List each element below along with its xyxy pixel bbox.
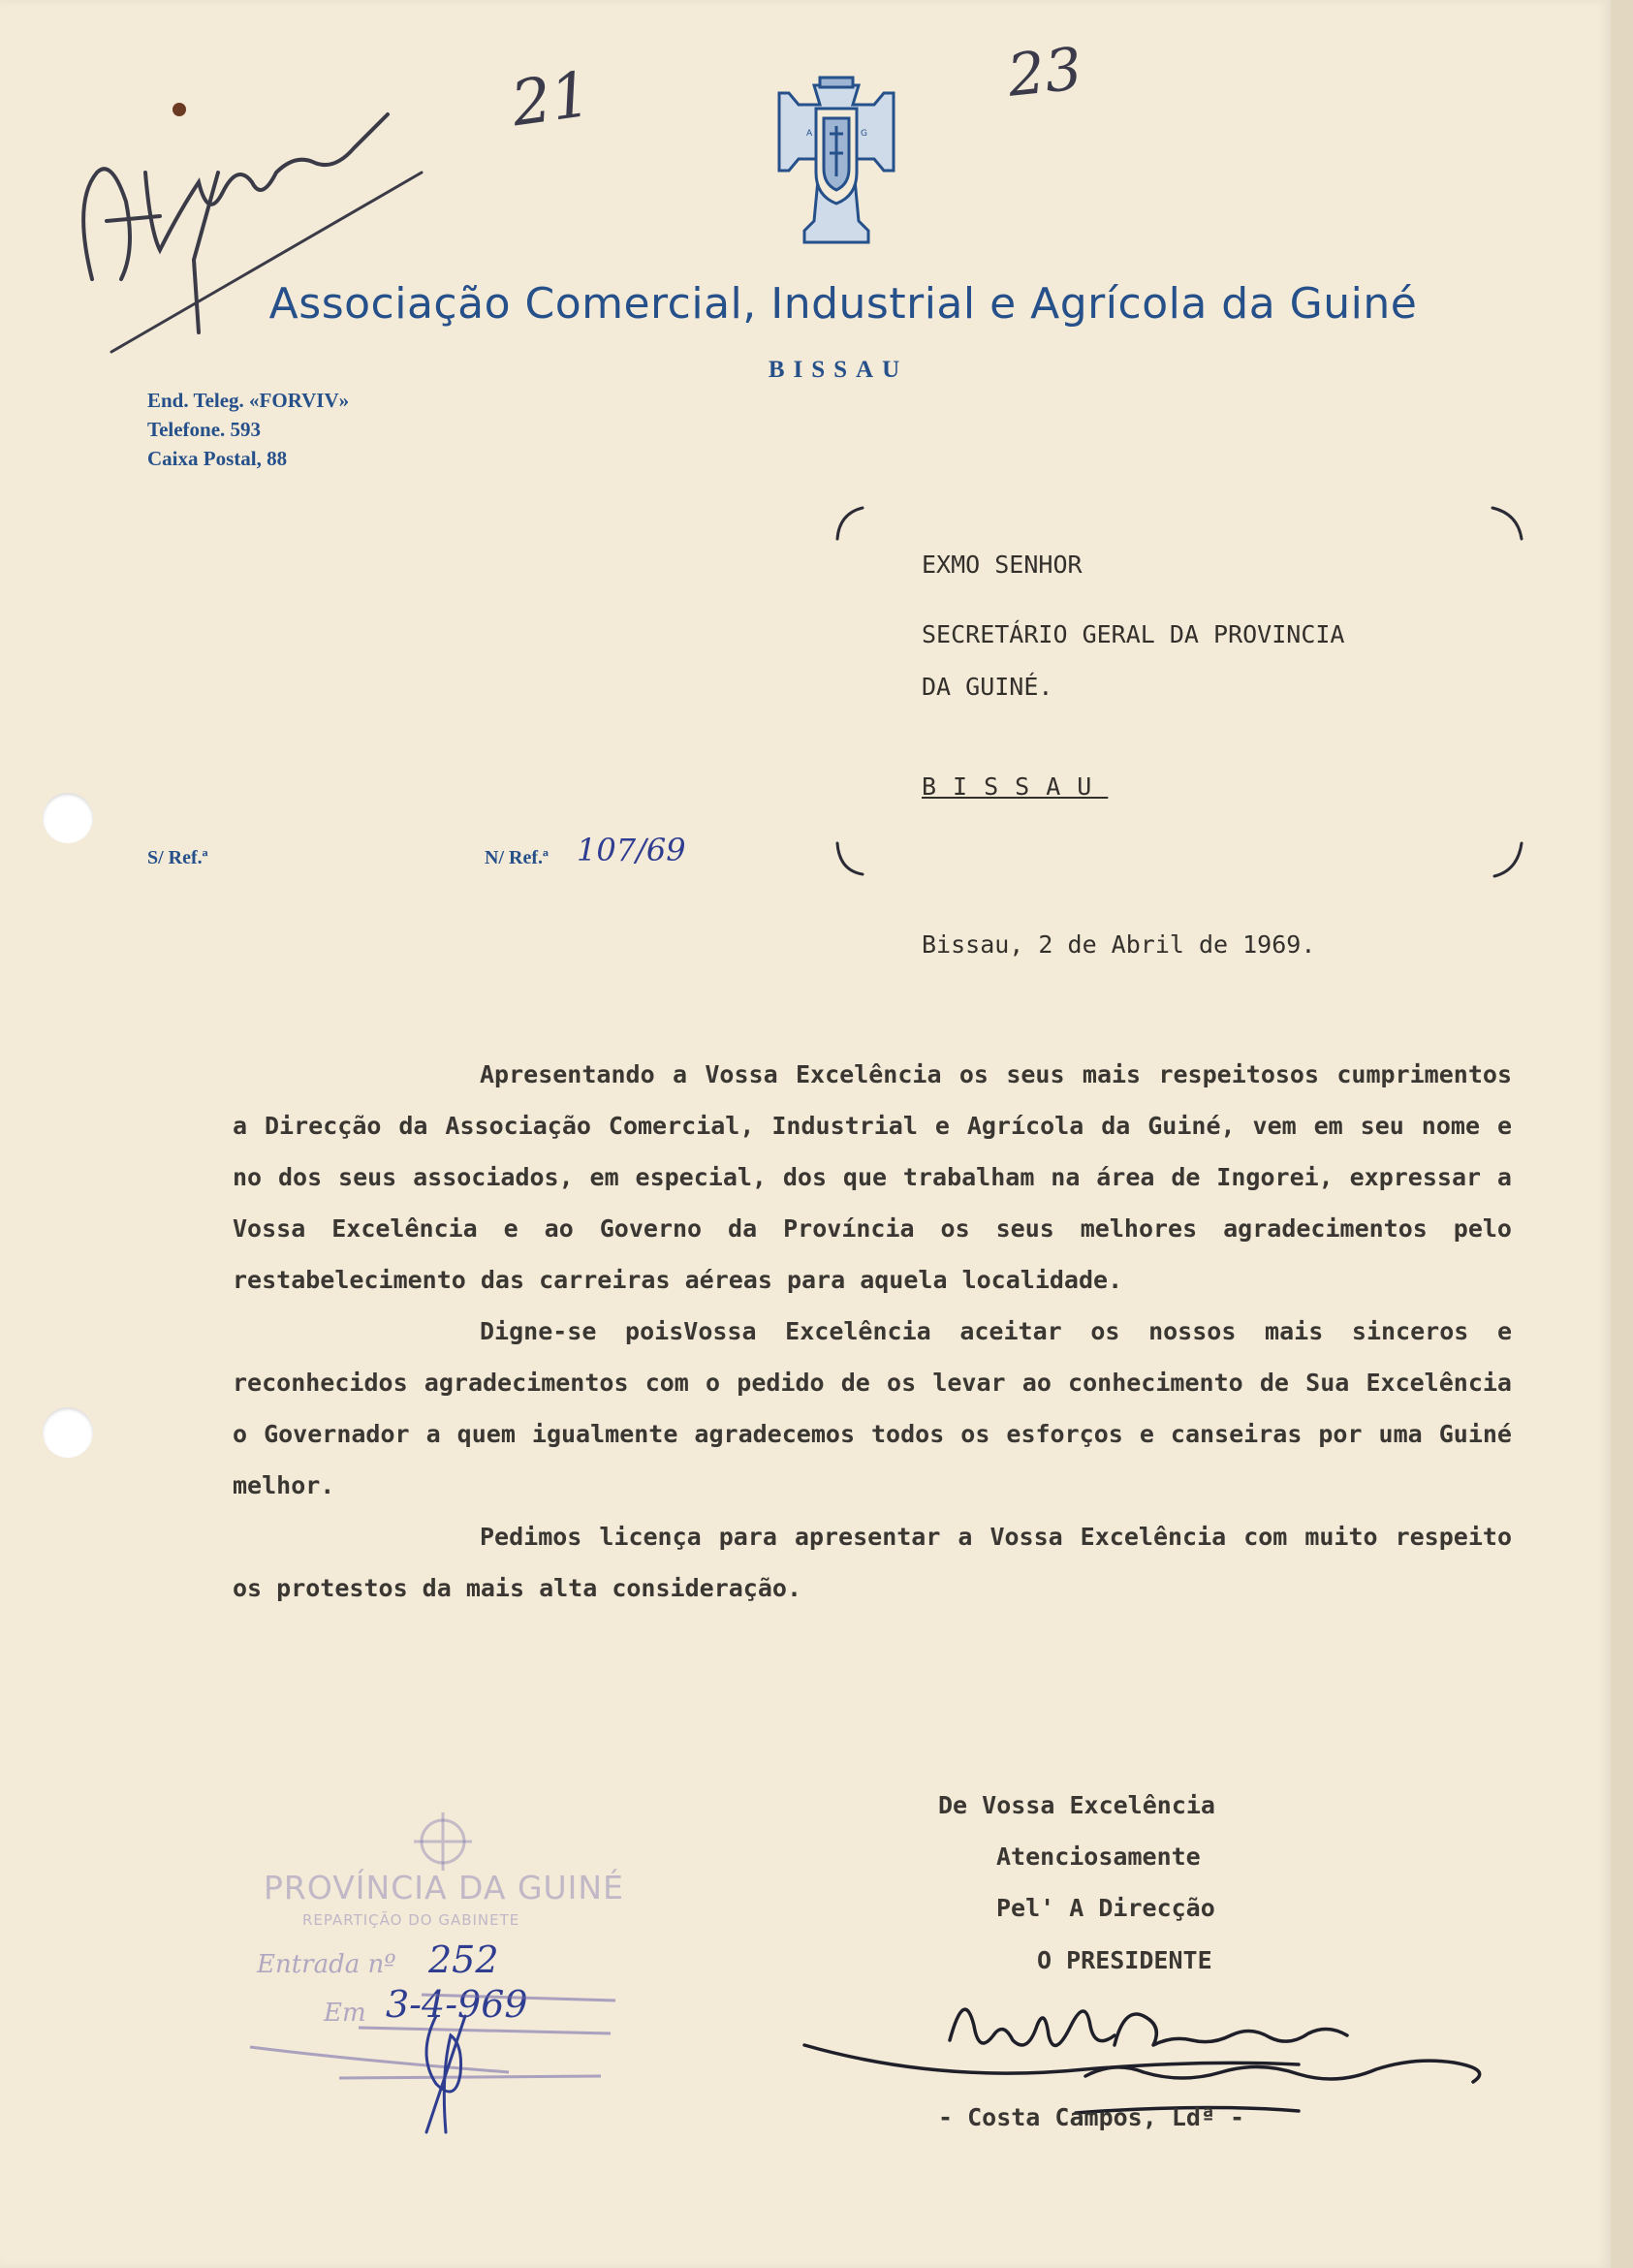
addressee-line-3: DA GUINÉ. [922,673,1053,701]
stamp-date-value: 3-4-969 [386,1983,528,2026]
annotation-number-21: 21 [507,58,596,142]
closing-line-4: O PRESIDENTE [1037,1946,1212,1974]
organization-name: Associação Comercial, Industrial e Agrícola da Guiné [268,279,1418,329]
stamp-subtitle: REPARTIÇÃO DO GABINETE [302,1911,520,1929]
contact-block [147,386,349,473]
po-box: Caixa Postal, 88 [147,447,288,470]
annotation-number-23: 23 [1004,35,1085,110]
addressee-line-1: EXMO SENHOR [922,551,1083,579]
letter-body [233,1049,1512,1614]
our-ref-label: N/ Ref.ª [485,847,549,868]
stamp-entrada-label: Entrada nº [257,1950,396,1979]
punch-hole-bottom [43,1407,93,1458]
phone-number: Telefone. 593 [147,418,262,441]
our-ref-value: 107/69 [577,832,686,868]
body-paragraph-3: Pedimos licença para apresentar a Vossa Excelência com muito respeito os protestos da mais alta consideração. [233,1523,1512,1602]
punch-hole-top [43,793,93,843]
addressee-line-2: SECRETÁRIO GERAL DA PROVINCIA [922,620,1345,648]
closing-line-2: Atenciosamente [996,1843,1201,1871]
letterhead-city: BISSAU [768,357,909,383]
addressee-city: BISSAU [922,772,1109,801]
signatory-name: - Costa Campos, Ldª - [938,2103,1245,2131]
body-paragraph-1: Apresentando a Vossa Excelência os seus mais respeitosos cumprimentos a Direcção da Associação Comercial, Industrial e Agrícola da Guiné, vem em seu nome e no dos seus associados, em especial, dos que trabalham na área de Ingorei, expressar a Vossa Excelência e ao Governo da Província os seus melhores agradecimentos pelo restabelecimento das carreiras aéreas para aquela localidade. [233,1060,1512,1294]
closing-line-3: Pel' A Direcção [996,1894,1215,1922]
page-edge [1611,0,1633,2268]
stamp-emblem [399,1803,487,1871]
president-signature [795,1968,1531,2123]
body-paragraph-2: Digne-se poisVossa Excelência aceitar os nossos mais sinceros e reconhecidos agradecimentos com o pedido de os levar ao conhecimento de Sua Excelência o Governador a quem igualmente agradecemos todos os esforços e canseiras por uma Guiné melhor. [233,1317,1512,1499]
telegram-address: End. Teleg. «FORVIV» [147,389,350,412]
stamp-title: PROVÍNCIA DA GUINÉ [264,1869,624,1906]
association-crest-logo [748,76,925,250]
stamp-entrada-value: 252 [428,1938,499,1981]
crest-letter-left: A [806,129,813,139]
your-ref-label: S/ Ref.ª [147,847,208,868]
crest-letter-right: G [861,129,867,139]
letter-date: Bissau, 2 de Abril de 1969. [922,930,1316,959]
stamp-em-label: Em [324,1999,366,2028]
stamp-lines-and-initials [242,1977,630,2152]
closing-line-1: De Vossa Excelência [938,1791,1215,1819]
